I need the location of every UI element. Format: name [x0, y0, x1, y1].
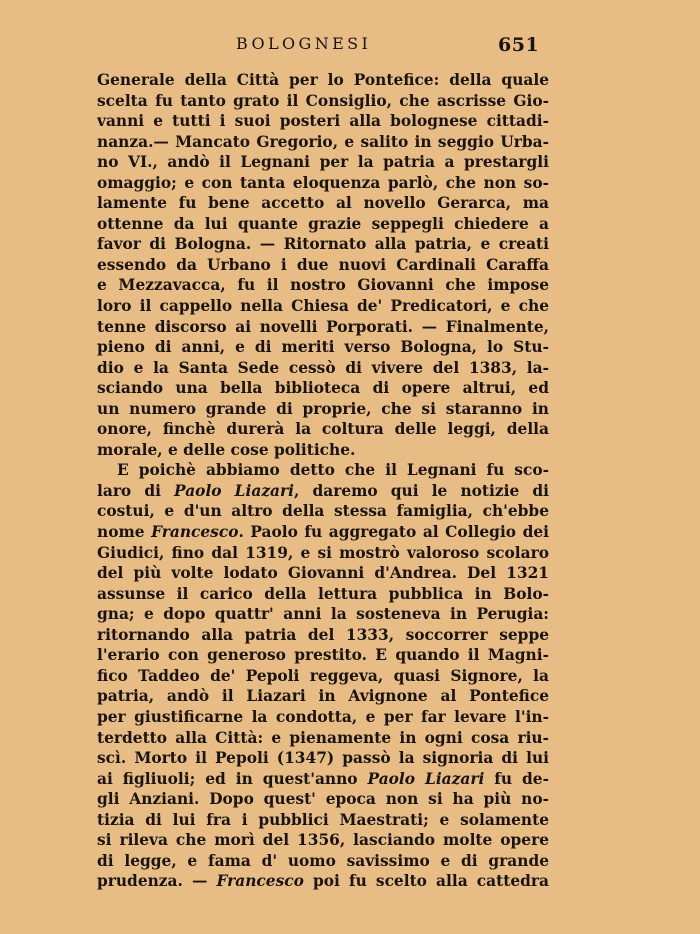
text-line: assunse il carico della lettura pubblica in Bolo- — [97, 584, 549, 603]
text-line: nanza.— Mancato Gregorio, e salito in seggio Urba- — [97, 132, 549, 151]
text-line: Giudici, fino dal 1319, e si mostrò valoroso scolaro — [97, 543, 549, 562]
text-line: e Mezzavacca, fu il nostro Giovanni che impose — [97, 276, 549, 295]
text-line: per giustificarne la condotta, e per far levare l'in- — [97, 707, 549, 726]
text-line: no VI., andò il Legnani per la patria a prestargli — [97, 153, 549, 172]
text-line: nome Francesco. Paolo fu aggregato al Collegio dei — [97, 523, 549, 542]
text-line: dio e la Santa Sede cessò di vivere del 1383, la- — [97, 358, 549, 377]
text-line: Generale della Città per lo Pontefice: della quale — [97, 71, 549, 89]
text-line: tizia di lui fra i pubblici Maestrati; e solamente — [97, 810, 549, 829]
page-number: 651 — [498, 34, 540, 56]
text-line: lamente fu bene accetto al novello Gerarca, ma — [97, 194, 549, 213]
text-line: laro di Paolo Liazari, daremo qui le notizie di — [97, 481, 549, 500]
text-line: costui, e d'un altro della stessa famiglia, ch'ebbe — [97, 502, 549, 521]
text-line: essendo da Urbano i due nuovi Cardinali Caraffa — [97, 255, 549, 274]
text-line: scì. Morto il Pepoli (1347) passò la signoria di lui — [97, 749, 549, 768]
text-line: ottenne da lui quante grazie seppegli chiedere a — [97, 214, 549, 233]
page-header — [0, 32, 700, 58]
text-line: l'erario con generoso prestito. E quando il Magni- — [97, 646, 549, 665]
text-line: del più volte lodato Giovanni d'Andrea. Del 1321 — [97, 564, 549, 583]
text-line: patria, andò il Liazari in Avignone al Pontefice — [97, 687, 549, 706]
text-line: vanni e tutti i suoi posteri alla bolognese cittadi- — [97, 112, 549, 131]
text-line: ai figliuoli; ed in quest'anno Paolo Liazari fu de- — [97, 769, 549, 788]
text-line: pieno di anni, e di meriti verso Bologna, lo Stu- — [97, 338, 549, 357]
text-line: onore, finchè durerà la coltura delle leggi, della — [97, 420, 549, 439]
text-line: si rileva che morì del 1356, lasciando molte opere — [97, 831, 549, 850]
text-line: terdetto alla Città: e pienamente in ogni cosa riu- — [97, 728, 549, 747]
text-line: sciando una bella biblioteca di opere altrui, ed — [97, 379, 549, 398]
text-line: fico Taddeo de' Pepoli reggeva, quasi Signore, la — [97, 666, 549, 685]
text-line: loro il cappello nella Chiesa de' Predicatori, e che — [97, 297, 549, 316]
text-line: scelta fu tanto grato il Consiglio, che ascrisse Gio- — [97, 91, 549, 110]
text-line: favor di Bologna. — Ritornato alla patria, e creati — [97, 235, 549, 254]
text-line: un numero grande di proprie, che si staranno in — [97, 399, 549, 418]
running-title: BOLOGNESI — [236, 34, 372, 53]
text-line: gli Anziani. Dopo quest' epoca non si ha più no- — [97, 790, 549, 809]
text-line: gna; e dopo quattr' anni la sosteneva in Perugia: — [97, 605, 549, 624]
text-line: omaggio; e con tanta eloquenza parlò, che non so- — [97, 173, 549, 192]
text-line: tenne discorso ai novelli Porporati. — Finalmente, — [97, 317, 549, 336]
text-line: prudenza. — Francesco poi fu scelto alla cattedra — [97, 872, 549, 891]
text-line: morale, e delle cose politiche. — [97, 440, 356, 459]
text-line: E poichè abbiamo detto che il Legnani fu sco- — [117, 461, 549, 480]
text-line: di legge, e fama d' uomo savissimo e di grande — [97, 851, 549, 870]
body-text — [97, 70, 549, 892]
text-line: ritornando alla patria del 1333, soccorrer seppe — [97, 625, 549, 644]
